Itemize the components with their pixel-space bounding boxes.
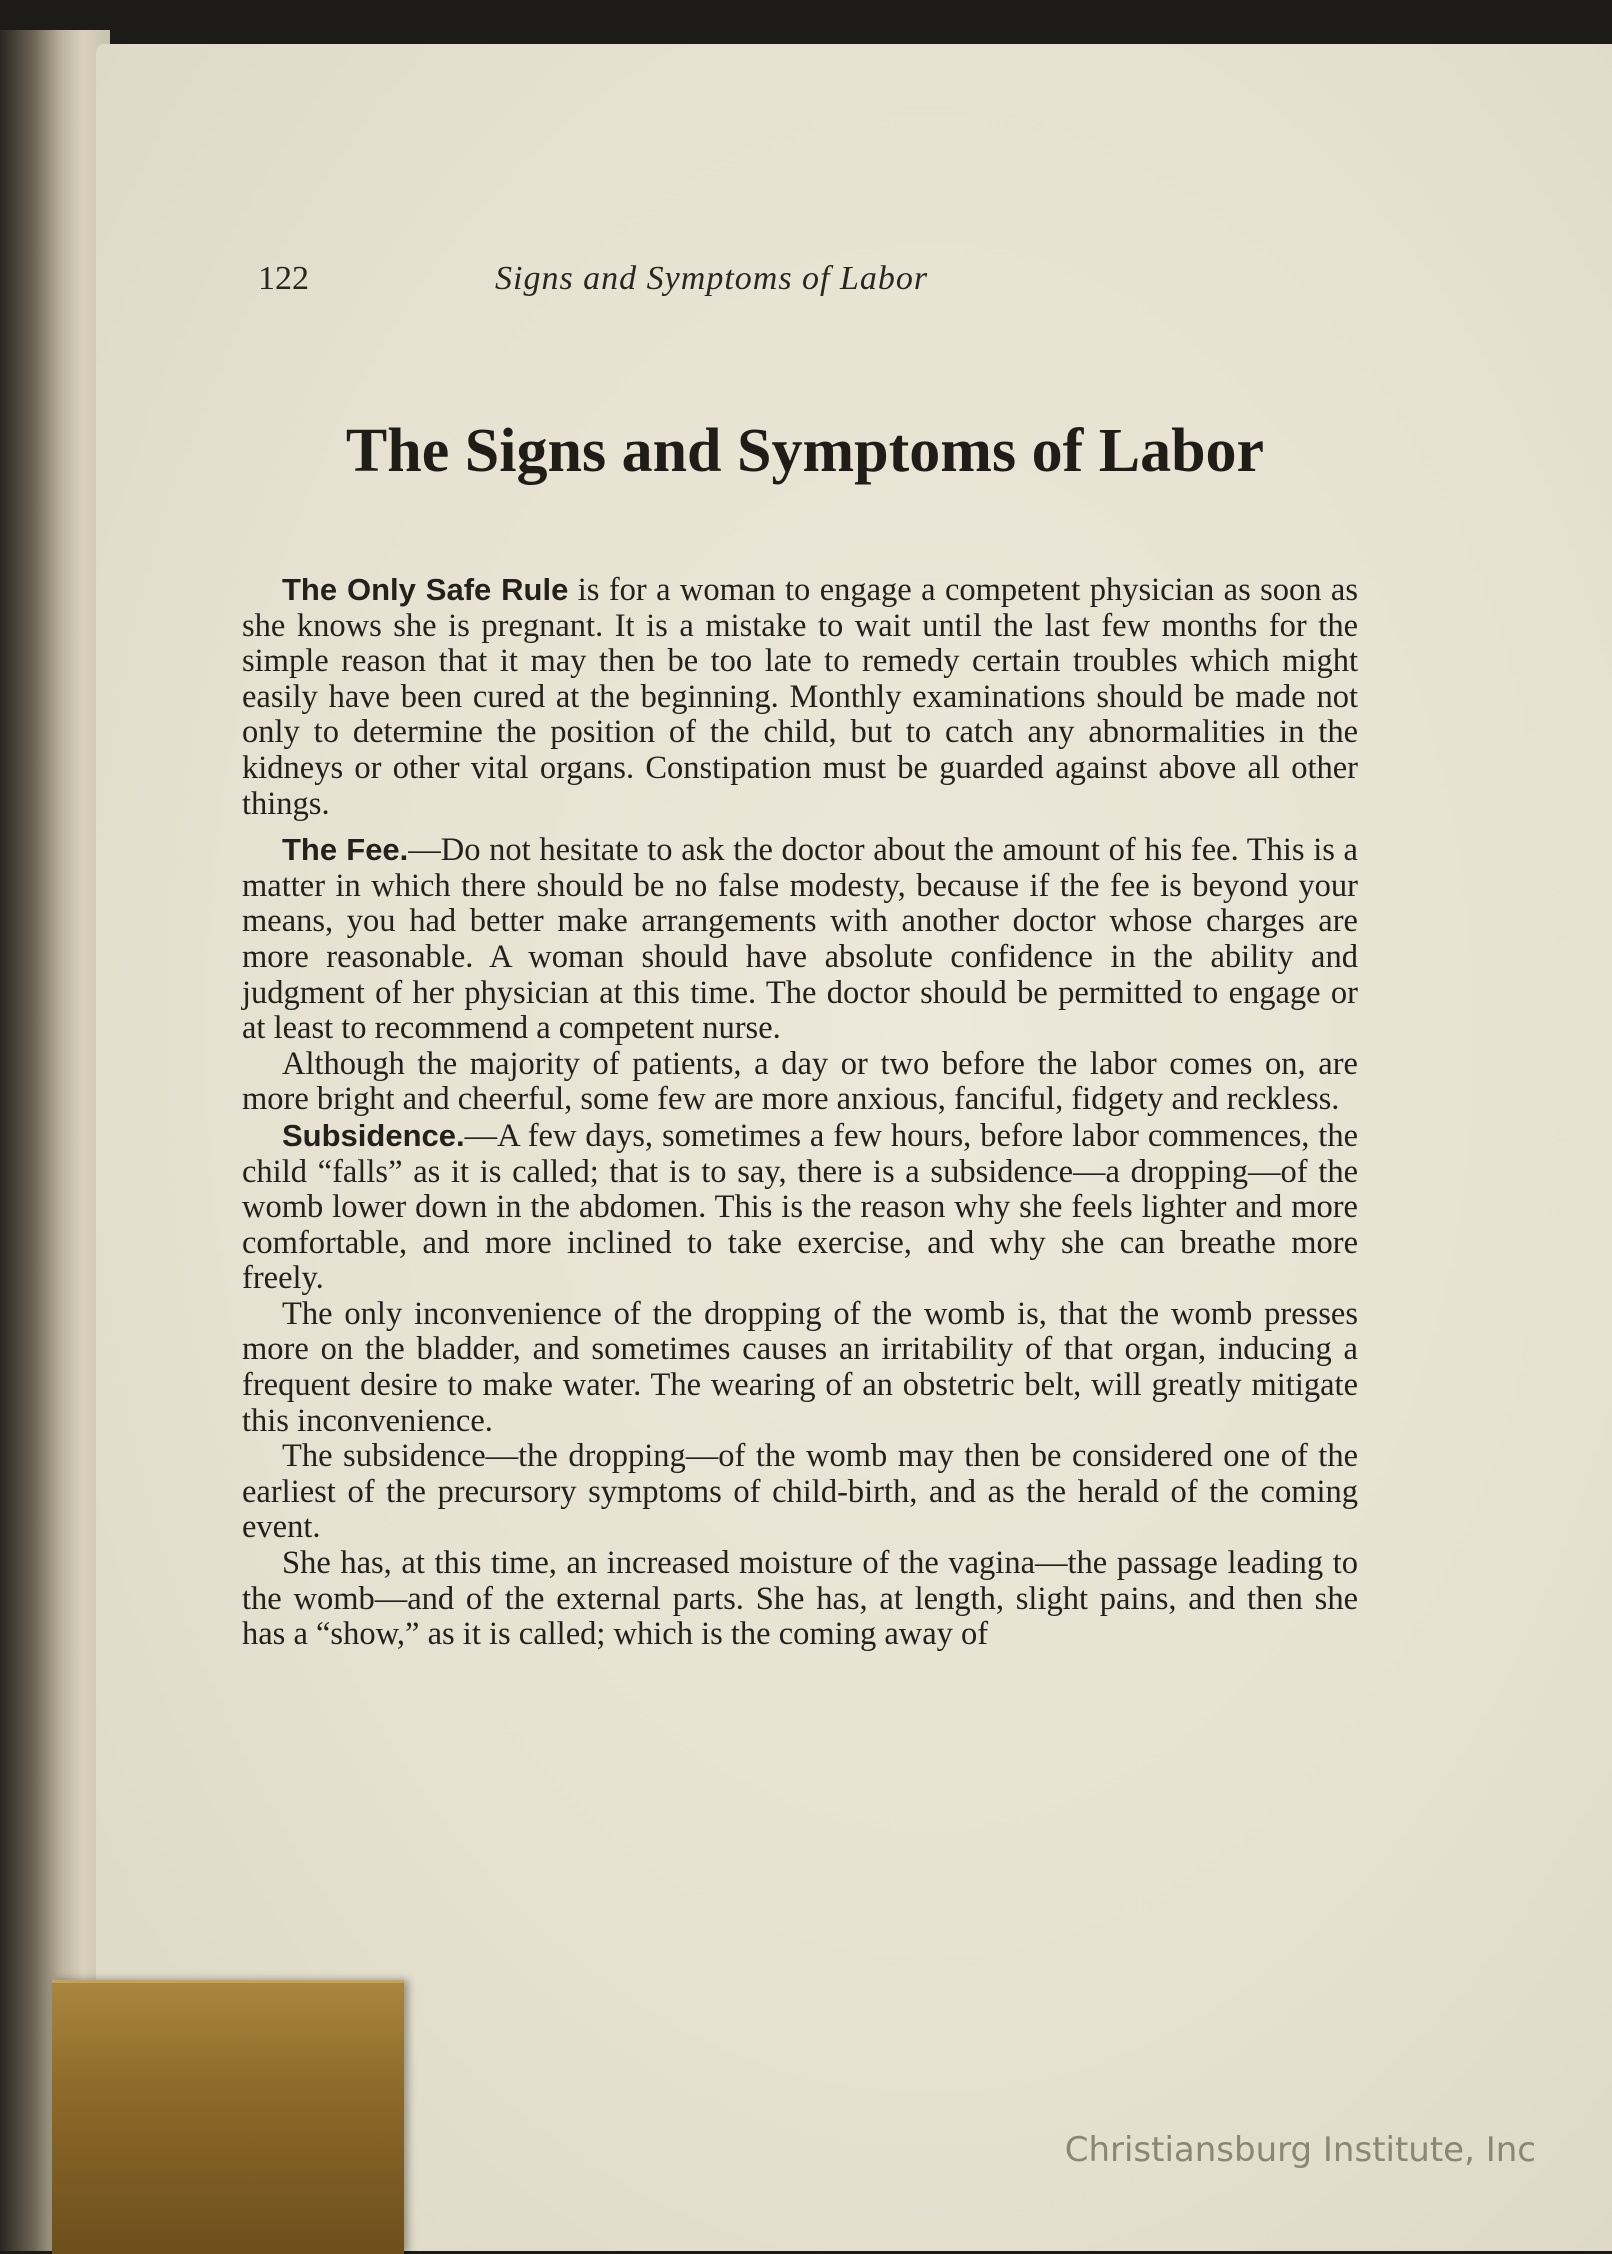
paragraph-text: Although the majority of patients, a day or two before the labor comes on, are more bright and cheerful, some few are more anxious, fanciful, fidgety and reckless. — [242, 1045, 1358, 1118]
running-head: Signs and Symptoms of Labor — [495, 260, 929, 297]
paragraph-text: is for a woman to engage a competent physician as soon as she knows she is pregnant. It is a mistake to wait until the last few months for the simple reason that it may then be too late to remedy certain troubles which might easily have been cured at the beginning. Monthly examinations should be made not only to determine the position of the child, but to catch any abnormalities in the kidneys or other vital organs. Constipation must be guarded against above all other things. — [242, 572, 1358, 822]
paragraph-text: —Do not hesitate to ask the doctor about the amount of his fee. This is a matter in which there should be no false modesty, because if the fee is beyond your means, you had better make arrangements with another doctor whose charges are more reasonable. A woman should have absolute confidence in the ability and judgment of her physician at this time. The doctor should be permitted to engage or at least to recommend a competent nurse. — [242, 832, 1358, 1047]
page-number: 122 — [258, 260, 309, 297]
paragraph-text: The subsidence—the dropping—of the womb may then be considered one of the earliest of the precursory symptoms of child-birth, and as the herald of the coming event. — [242, 1438, 1358, 1546]
paragraph-text: She has, at this time, an increased moisture of the vagina—the passage leading to the womb—and of the external parts. She has, at length, slight pains, and then she has a “show,” as it is called; which is the coming away of — [242, 1545, 1358, 1653]
paragraph-moisture — [242, 1546, 1358, 1653]
book-page-edges — [0, 30, 110, 2251]
chapter-title: The Signs and Symptoms of Labor — [345, 417, 1265, 485]
paragraph-subsidence — [242, 1118, 1358, 1297]
bookmark-ribbon — [52, 1980, 404, 2254]
paragraph-safe-rule — [242, 572, 1358, 822]
paragraph-lead: The Only Safe Rule — [282, 572, 569, 607]
paragraph-lead: Subsidence. — [282, 1117, 465, 1153]
page-header — [0, 260, 1612, 310]
paragraph-text: —A few days, sometimes a few hours, before labor commences, the child “falls” as it is called; that is to say, there is a subsidence—a dropping—of the womb lower down in the abdomen. This is the reason why she feels lighter and more comfortable, and more inclined to take exercise, and why she can breathe more freely. — [242, 1117, 1358, 1297]
body-text — [242, 572, 1358, 1653]
paragraph-inconvenience — [242, 1297, 1358, 1439]
paragraph-lead: The Fee. — [282, 832, 409, 868]
paragraph-herald — [242, 1439, 1358, 1546]
paragraph-fee — [242, 832, 1358, 1047]
paragraph-text: The only inconvenience of the dropping of the womb is, that the womb presses more on the bladder, and sometimes causes an irritability of that organ, inducing a frequent desire to make water. The wearing of an obstetric belt, will greatly mitigate this inconvenience. — [242, 1295, 1358, 1439]
watermark: Christiansburg Institute, Inc — [1064, 2130, 1536, 2170]
paragraph-majority — [242, 1047, 1358, 1118]
